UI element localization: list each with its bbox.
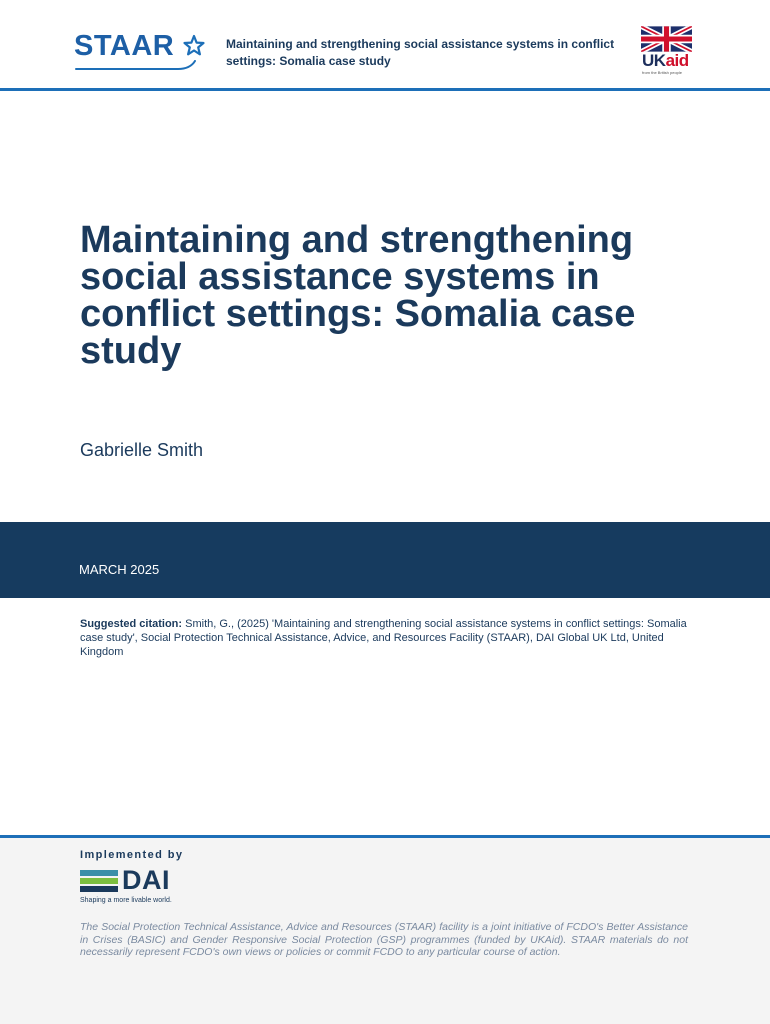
date-band	[0, 522, 770, 598]
disclaimer-text: The Social Protection Technical Assistance, Advice and Resources (STAAR) facility is a joint initiative of FCDO's Better Assistance in Crises (BASIC) and Gender Responsive Social Protection (GSP) programmes (funded by UKAid). STAAR materials do not necessarily represent FCDO's own views or policies or commit FCDO to any particular course of action.	[80, 921, 688, 958]
implemented-by-label: Implemented by	[80, 849, 184, 861]
union-jack-flag-icon	[641, 26, 692, 52]
staar-swoosh	[74, 60, 198, 74]
header-document-title: Maintaining and strengthening social assistance systems in conflict settings: Somalia case study	[226, 37, 615, 68]
page-header	[0, 0, 770, 92]
suggested-citation	[80, 617, 692, 659]
dai-logo	[80, 865, 190, 906]
ukaid-tagline: from the British people	[642, 70, 683, 75]
star-outline-icon	[182, 34, 206, 58]
dai-tagline: Shaping a more livable world.	[80, 897, 172, 904]
publication-date: MARCH 2025	[79, 562, 160, 577]
author-name: Gabrielle Smith	[80, 440, 204, 460]
dai-bar-top	[80, 870, 118, 876]
dai-bar-bottom	[80, 886, 118, 892]
ukaid-uk-text: UK	[642, 51, 666, 70]
dai-bars-icon	[80, 870, 118, 892]
dai-logo-text: DAI	[122, 865, 170, 895]
citation-label: Suggested citation:	[80, 618, 183, 630]
ukaid-wordmark	[642, 52, 689, 70]
staar-logo	[74, 30, 209, 74]
citation-text: Smith, G., (2025) 'Maintaining and strengthening social assistance systems in conflict settings: Somalia case study', Social Protection Technical Assistance, Advice, and Resources Facility (STAAR), DAI Global UK Ltd, United Kingdom	[80, 618, 687, 658]
ukaid-logo	[641, 26, 693, 76]
dai-bar-middle	[80, 878, 118, 884]
page-footer	[0, 838, 770, 1024]
staar-logo-text: STAAR	[74, 30, 175, 62]
page-title: Maintaining and strengthening social assistance systems in conflict settings: Somalia case study	[80, 219, 636, 372]
ukaid-aid-text: aid	[665, 51, 689, 70]
header-divider	[0, 88, 770, 91]
